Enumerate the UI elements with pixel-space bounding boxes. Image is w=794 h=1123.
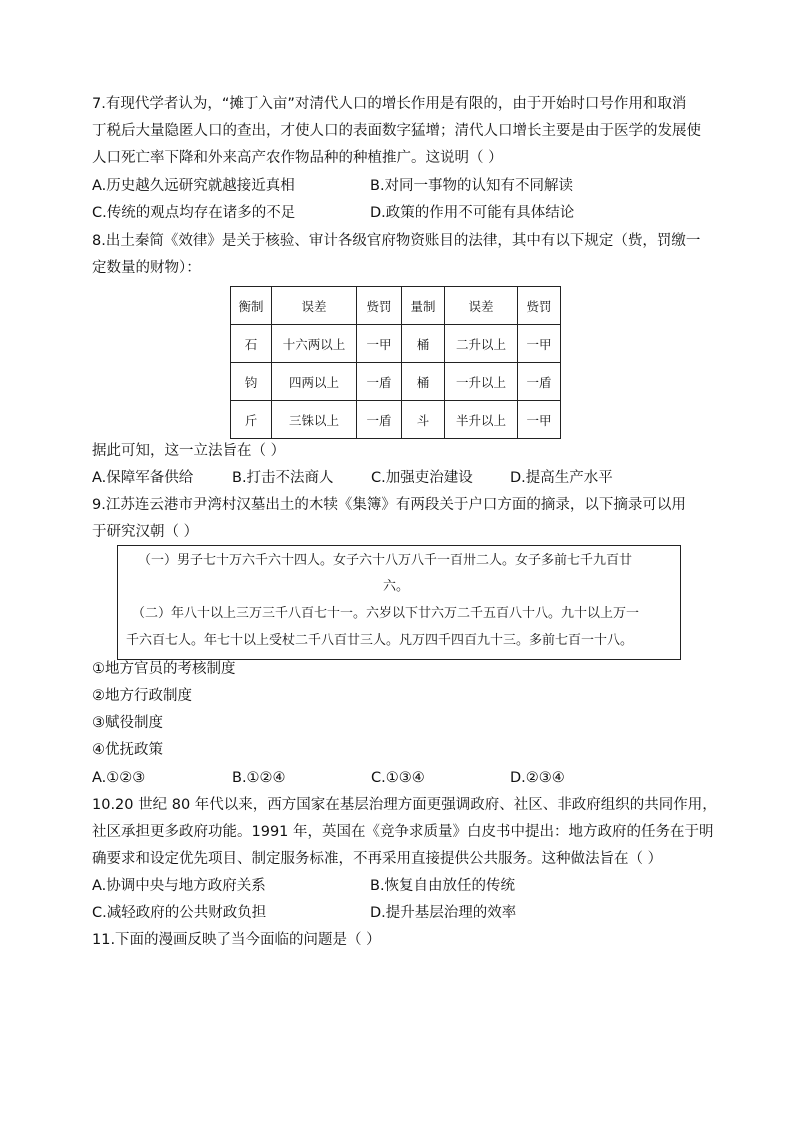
excerpt-line: （一）男子七十万六千六十四人。女子六十八万八千一百卅二人。女子多前七千九百廿 (138, 553, 633, 568)
table-cell: 石 (231, 325, 272, 363)
excerpt-line: 千六百七人。年七十以上受杖二千八百廿三人。凡万四千四百九十三。多前七百一十八。 (126, 633, 634, 648)
table-header-row (231, 287, 561, 325)
q9-item-3: ③赋役制度 (92, 715, 163, 731)
q10-option-d: D.提升基层治理的效率 (370, 905, 517, 921)
q10-stem-line2: 社区承担更多政府功能。1991 年，英国在《竞争求质量》白皮书中提出：地方政府的任务在于明 (92, 824, 714, 840)
q10-option-c: C.减轻政府的公共财政负担 (92, 905, 267, 921)
table-cell: 一甲 (518, 401, 561, 439)
q7-stem-line1: 7.有现代学者认为，“摊丁入亩”对清代人口的增长作用是有限的，由于开始时口号作用和取消 (92, 96, 687, 112)
q9-option-c: C.①③④ (371, 770, 425, 786)
q8-option-b: B.打击不法商人 (232, 470, 334, 486)
q8-stem-line1: 8.出土秦简《效律》是关于核验、审计各级官府物资账目的法律，其中有以下规定（赀，罚缴一 (92, 233, 701, 249)
table-cell: 斗 (402, 401, 445, 439)
table-cell: 桶 (402, 325, 445, 363)
q9-stem-line2: 于研究汉朝（ ） (92, 524, 199, 540)
q8-option-a: A.保障军备供给 (92, 470, 194, 486)
q7-option-c: C.传统的观点均存在诸多的不足 (92, 205, 296, 221)
table-cell: 桶 (402, 363, 445, 401)
q7-stem-line3: 人口死亡率下降和外来高产农作物品种的种植推广。这说明（ ） (92, 150, 503, 166)
q8-option-c: C.加强吏治建设 (371, 470, 473, 486)
q11-stem-line1: 11.下面的漫画反映了当今面临的问题是（ ） (92, 932, 381, 948)
table-cell: 半升以上 (445, 401, 518, 439)
table-header-cell: 量制 (402, 287, 445, 325)
table-cell: 一甲 (357, 325, 402, 363)
table-cell: 二升以上 (445, 325, 518, 363)
table-cell: 斤 (231, 401, 272, 439)
table-cell: 十六两以上 (272, 325, 357, 363)
q9-option-b: B.①②④ (232, 770, 286, 786)
table-cell: 一盾 (518, 363, 561, 401)
table-cell: 一甲 (518, 325, 561, 363)
q10-stem-line1: 10.20 世纪 80 年代以来，西方国家在基层治理方面更强调政府、社区、非政府组织的共同作用， (92, 797, 717, 813)
q7-option-d: D.政策的作用不可能有具体结论 (370, 205, 575, 221)
excerpt-line: （二）年八十以上三万三千八百七十一。六岁以下廿六万二千五百八十八。九十以上万一 (132, 606, 640, 621)
table-cell: 三铢以上 (272, 401, 357, 439)
table-header-cell: 误差 (272, 287, 357, 325)
table-cell: 四两以上 (272, 363, 357, 401)
q7-option-b: B.对同一事物的认知有不同解读 (370, 178, 574, 194)
q10-option-a: A.协调中央与地方政府关系 (92, 878, 266, 894)
q8-stem-line3: 据此可知，这一立法旨在（ ） (92, 443, 286, 459)
q9-item-2: ②地方行政制度 (92, 688, 192, 704)
q8-option-d: D.提高生产水平 (510, 470, 613, 486)
table-row (231, 363, 561, 401)
q8-stem-line2: 定数量的财物）： (92, 260, 201, 276)
table-row (231, 401, 561, 439)
table-header-cell: 衡制 (231, 287, 272, 325)
q9-item-1: ①地方官员的考核制度 (92, 661, 236, 677)
jibu-excerpt-box (117, 545, 681, 660)
table-header-cell: 赀罚 (518, 287, 561, 325)
table-cell: 钧 (231, 363, 272, 401)
xiaolu-table (230, 286, 561, 439)
table-cell: 一盾 (357, 363, 402, 401)
q9-item-4: ④优抚政策 (92, 742, 163, 758)
table-cell: 一升以上 (445, 363, 518, 401)
q9-stem-line1: 9.江苏连云港市尹湾村汉墓出土的木犊《集簿》有两段关于户口方面的摘录，以下摘录可以用 (92, 497, 686, 513)
q7-option-a: A.历史越久远研究就越接近真相 (92, 178, 295, 194)
table-header-cell: 赀罚 (357, 287, 402, 325)
table-cell: 一盾 (357, 401, 402, 439)
q7-stem-line2: 丁税后大量隐匿人口的查出，才使人口的表面数字猛增；清代人口增长主要是由于医学的发展使 (92, 123, 701, 139)
q9-option-d: D.②③④ (510, 770, 565, 786)
q10-stem-line3: 确要求和设定优先项目、制定服务标准，不再采用直接提供公共服务。这种做法旨在（ ） (92, 851, 663, 867)
q10-option-b: B.恢复自由放任的传统 (370, 878, 516, 894)
q9-option-a: A.①②③ (92, 770, 146, 786)
table-row (231, 325, 561, 363)
table-header-cell: 误差 (445, 287, 518, 325)
excerpt-line: 六。 (383, 579, 410, 594)
